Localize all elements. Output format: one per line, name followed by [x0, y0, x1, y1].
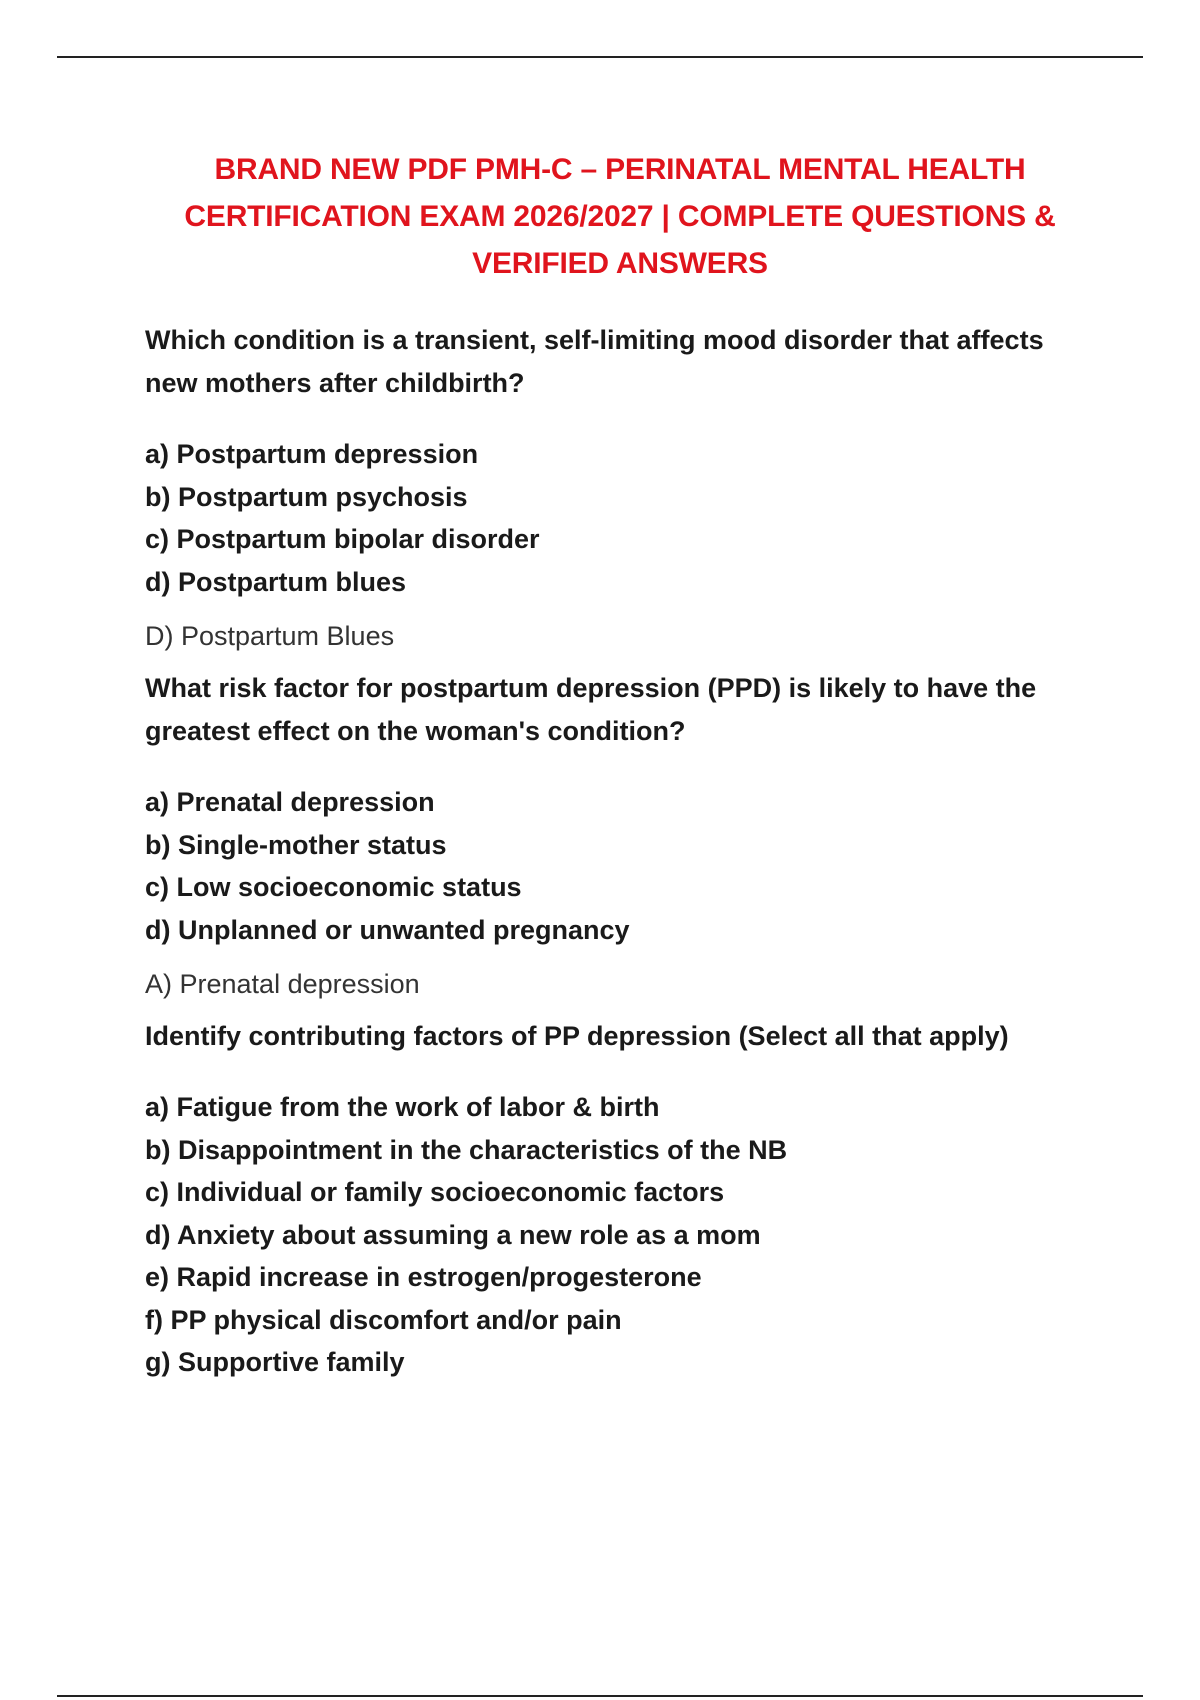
question-2 — [145, 667, 1095, 1005]
document-body — [145, 146, 1095, 1384]
option-item: c) Individual or family socioeconomic factors — [145, 1177, 725, 1207]
option-item: d) Anxiety about assuming a new role as a mom — [145, 1219, 761, 1250]
option-item: a) Postpartum depression — [145, 439, 479, 469]
bottom-rule — [57, 1695, 1143, 1697]
option-item: c) Postpartum bipolar disorder — [145, 524, 540, 554]
option-item: b) Single-mother status — [145, 829, 447, 860]
top-rule — [57, 56, 1143, 58]
option-item: e) Rapid increase in estrogen/progesterone — [145, 1262, 702, 1292]
option-item: a) Prenatal depression — [145, 787, 435, 817]
question-text: Which condition is a transient, self-limiting mood disorder that affects new mothers after childbirth? — [145, 325, 1044, 398]
document-title: BRAND NEW PDF PMH-C – PERINATAL MENTAL HEALTH CERTIFICATION EXAM 2026/2027 | COMPLETE QUESTIONS & VERIFIED ANSWERS — [184, 153, 1056, 280]
option-list — [145, 781, 1095, 951]
option-list — [145, 1086, 1095, 1384]
option-item: a) Fatigue from the work of labor & birth — [145, 1092, 660, 1122]
option-item: b) Disappointment in the characteristics of the NB — [145, 1134, 788, 1165]
option-item: d) Postpartum blues — [145, 566, 407, 597]
question-text: What risk factor for postpartum depression (PPD) is likely to have the greatest effect on the woman's condition? — [145, 673, 1037, 746]
answer-text: A) Prenatal depression — [145, 969, 420, 999]
option-item: c) Low socioeconomic status — [145, 872, 522, 902]
question-text: Identify contributing factors of PP depression (Select all that apply) — [145, 1021, 1009, 1051]
question-3 — [145, 1015, 1095, 1384]
answer-text: D) Postpartum Blues — [145, 621, 395, 651]
option-item: b) Postpartum psychosis — [145, 481, 468, 512]
option-item: g) Supportive family — [145, 1347, 405, 1377]
question-1 — [145, 319, 1095, 657]
option-list — [145, 433, 1095, 603]
option-item: d) Unplanned or unwanted pregnancy — [145, 914, 630, 945]
option-item: f) PP physical discomfort and/or pain — [145, 1304, 622, 1335]
